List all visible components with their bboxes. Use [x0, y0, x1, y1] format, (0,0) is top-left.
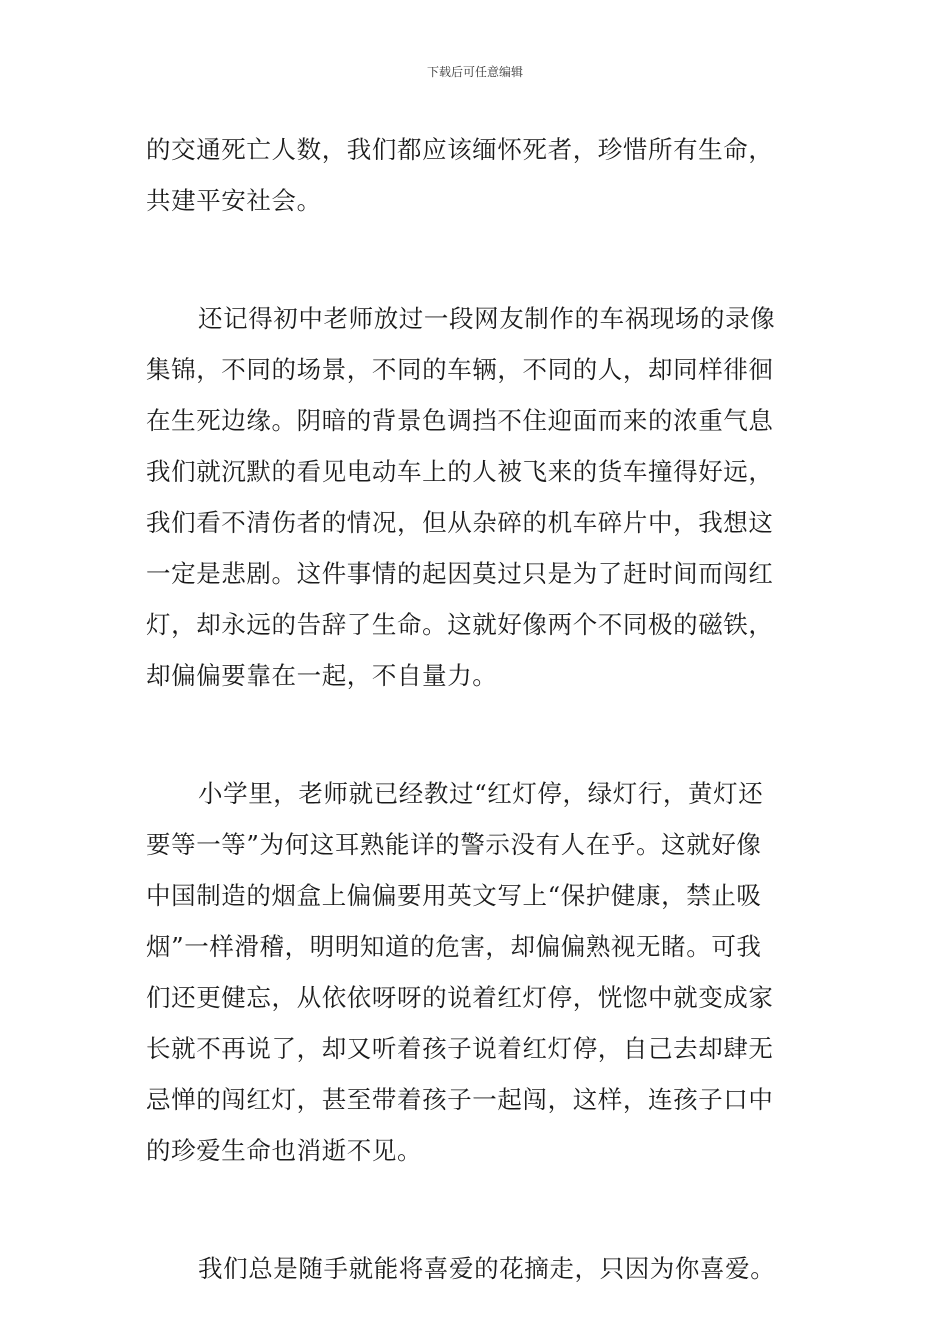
paragraph-4 [146, 1243, 810, 1294]
text-line: 们还更健忘，从依依呀呀的说着红灯停，恍惚中就变成家 [146, 983, 774, 1012]
paragraph-spacer [146, 226, 810, 293]
text-line: 的交通死亡人数，我们都应该缅怀死者，珍惜所有生命， [146, 135, 774, 164]
text-line: 集锦，不同的场景，不同的车辆，不同的人，却同样徘徊 [146, 355, 774, 384]
paragraph-spacer [146, 1176, 810, 1243]
paragraph-3 [146, 768, 810, 1176]
text-line: 一定是悲剧。这件事情的起因莫过只是为了赶时间而闯红 [146, 559, 774, 588]
text-line: 小学里，老师就已经教过“红灯停，绿灯行，黄灯还 [198, 779, 764, 808]
text-line: 我们总是随手就能将喜爱的花摘走，只因为你喜爱。 [198, 1254, 776, 1283]
text-line: 要等一等”为何这耳熟能详的警示没有人在乎。这就好像 [146, 830, 762, 859]
text-line: 我们看不清伤者的情况，但从杂碎的机车碎片中，我想这 [146, 508, 774, 537]
text-line: 却偏偏要靠在一起，不自量力。 [146, 661, 498, 690]
paragraph-2 [146, 293, 810, 701]
text-line: 我们就沉默的看见电动车上的人被飞来的货车撞得好远， [146, 457, 774, 486]
text-line: 烟”一样滑稽，明明知道的危害，却偏偏熟视无睹。可我 [146, 932, 762, 961]
page-header: 下载后可任意编辑 [426, 65, 523, 79]
text-line: 灯，却永远的告辞了生命。这就好像两个不同极的磁铁， [146, 610, 774, 639]
paragraph-1 [146, 124, 810, 226]
text-line: 长就不再说了，却又听着孩子说着红灯停，自己去却肆无 [146, 1034, 774, 1063]
text-line: 的珍爱生命也消逝不见。 [146, 1136, 423, 1165]
text-line: 还记得初中老师放过一段网友制作的车祸现场的录像 [198, 304, 776, 333]
text-line: 忌惮的闯红灯，甚至带着孩子一起闯，这样，连孩子口中 [146, 1085, 774, 1114]
text-line: 中国制造的烟盒上偏偏要用英文写上“保护健康，禁止吸 [146, 881, 762, 910]
document-body [146, 124, 810, 1294]
text-line: 在生死边缘。阴暗的背景色调挡不住迎面而来的浓重气息 [146, 406, 774, 435]
text-line: 共建平安社会。 [146, 186, 322, 215]
paragraph-spacer [146, 701, 810, 768]
